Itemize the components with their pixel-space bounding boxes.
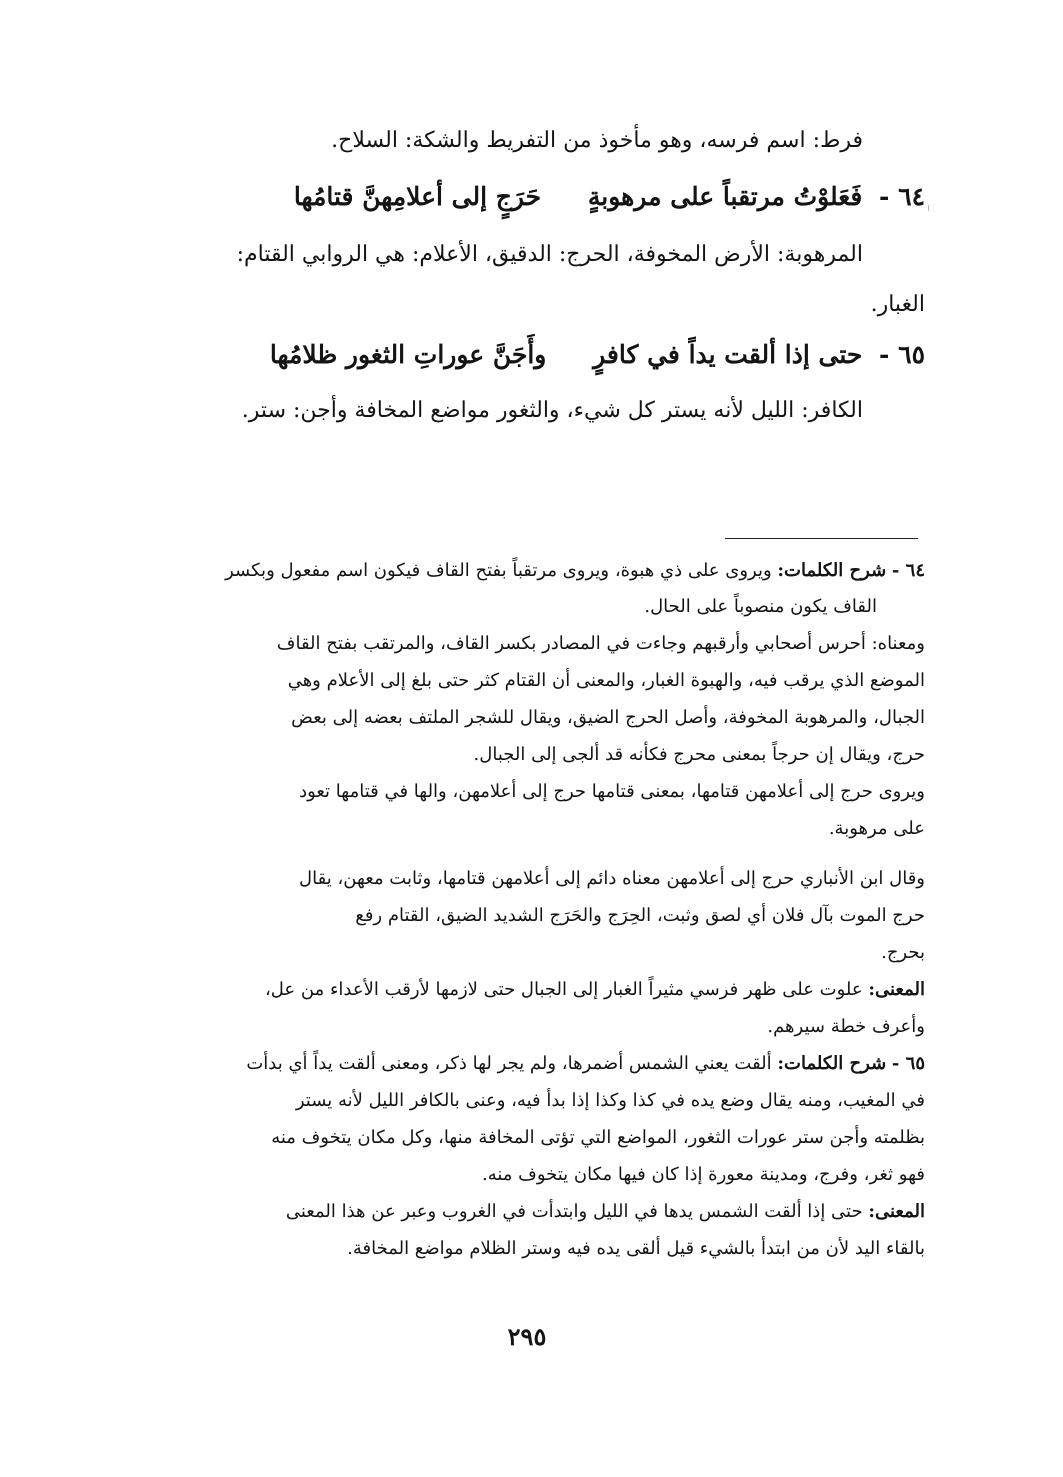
meaning-label: المعنى: [868, 1201, 925, 1222]
footnote-label: شرح الكلمات: [777, 1053, 887, 1074]
footnote-line [246, 1053, 925, 1074]
verse-number: ٦٤ - [879, 182, 925, 211]
footnote-line [265, 979, 925, 1000]
footnote-label: شرح الكلمات: [777, 560, 887, 581]
verse-hemistich-first: فَعَلوْتُ مرتقباً على مرهوبةٍ [587, 182, 863, 211]
main-text-line: فرط: اسم فرسه، وهو مأخوذ من التفريط والشكة: السلاح. [331, 128, 863, 153]
gloss-line: المرهوبة: الأرض المخوفة، الحرج: الدقيق، الأعلام: هي الروابي القتام: [236, 242, 863, 267]
footnote-separator [725, 538, 918, 539]
footnote-line: بحرج. [881, 942, 925, 963]
footnote-line: فهو ثغر، وفرج، ومدينة معورة إذا كان فيها مكان يتخوف منه. [482, 1164, 925, 1185]
gloss-line: الغبار. [870, 292, 925, 317]
footnote-line: وأعرف خطة سيرهم. [767, 1016, 925, 1037]
footnote-number: ٦٤ - [891, 560, 925, 581]
footnote-line [286, 1201, 925, 1222]
footnote-line: بظلمته وأجن ستر عورات الثغور، المواضع التي تؤتى المخافة منها، وكل مكان يتخوف منه [271, 1127, 925, 1148]
gloss-line: الكافر: الليل لأنه يستر كل شيء، والثغور مواضع المخافة وأجن: ستر. [241, 398, 863, 423]
meaning-text: حتى إذا ألقت الشمس يدها في الليل وابتدأت في الغروب وعبر عن هذا المعنى [285, 1201, 863, 1222]
footnote-text: ألقت يعني الشمس أضمرها، ولم يجر لها ذكر، ومعنى ألقت يداً أي بدأت [246, 1053, 772, 1074]
footnote-line: حرج، ويقال إن حرجاً بمعنى محرج فكأنه قد ألجى إلى الجبال. [473, 744, 925, 765]
footnote-line: القاف يكون منصوباً على الحال. [644, 596, 877, 617]
verse-hemistich-second: حَرَجٍ إلى أعلامِهنَّ قتامُها [293, 182, 542, 211]
footnote-line: على مرهوبة. [828, 818, 925, 839]
meaning-text: علوت على ظهر فرسي مثيراً الغبار إلى الجبال حتى لازمها لأرقب الأعداء من عل، [264, 979, 863, 1000]
footnote-line: الموضع الذي يرقب فيه، والهبوة الغبار، والمعنى أن القتام كثر حتى بلغ إلى الأعلام وهي [287, 670, 925, 691]
footnote-text: ويروى على ذي هبوة، ويروى مرتقباً بفتح القاف فيكون اسم مفعول وبكسر [225, 560, 772, 581]
footnote-line: الجبال، والمرهوبة المخوفة، وأصل الحرج الضيق، ويقال للشجر الملتف بعضه إلى بعض [291, 707, 925, 728]
footnote-line: ويروى حرج إلى أعلامهن قتامها، بمعنى قتامها حرج إلى أعلامهن، والها في قتامها تعود [299, 781, 925, 802]
footnote-line [225, 560, 925, 581]
verse-hemistich-first: حتى إذا ألقت يداً في كافرٍ [593, 340, 863, 369]
verse-hemistich-second: وأَجَنَّ عوراتِ الثغور ظلامُها [269, 340, 547, 369]
verse-65 [270, 340, 925, 369]
margin-mark [928, 205, 929, 211]
footnote-line: حرج الموت بآل فلان أي لصق وثبت، الحِرَج والحَرَج الشديد الضيق، القتام رفع [355, 905, 925, 926]
page-number: ٢٩٥ [507, 1322, 547, 1351]
verse-number: ٦٥ - [879, 340, 925, 369]
meaning-label: المعنى: [868, 979, 925, 1000]
footnote-line: في المغيب، ومنه يقال وضع يده في كذا وكذا إذا بدأ فيه، وعنى بالكافر الليل لأنه يستر [295, 1090, 925, 1111]
footnote-number: ٦٥ - [891, 1053, 925, 1074]
footnote-line: وقال ابن الأنباري حرج إلى أعلامهن معناه دائم إلى أعلامهن قتامها، وثابت معهن، يقال [299, 868, 925, 889]
footnote-line: ومعناه: أحرس أصحابي وأرقبهم وجاءت في المصادر بكسر القاف، والمرتقب بفتح القاف [276, 633, 925, 654]
footnote-line: بالقاء اليد لأن من ابتدأ بالشيء قيل ألقى يده فيه وستر الظلام مواضع المخافة. [347, 1238, 925, 1259]
verse-64 [294, 182, 925, 211]
